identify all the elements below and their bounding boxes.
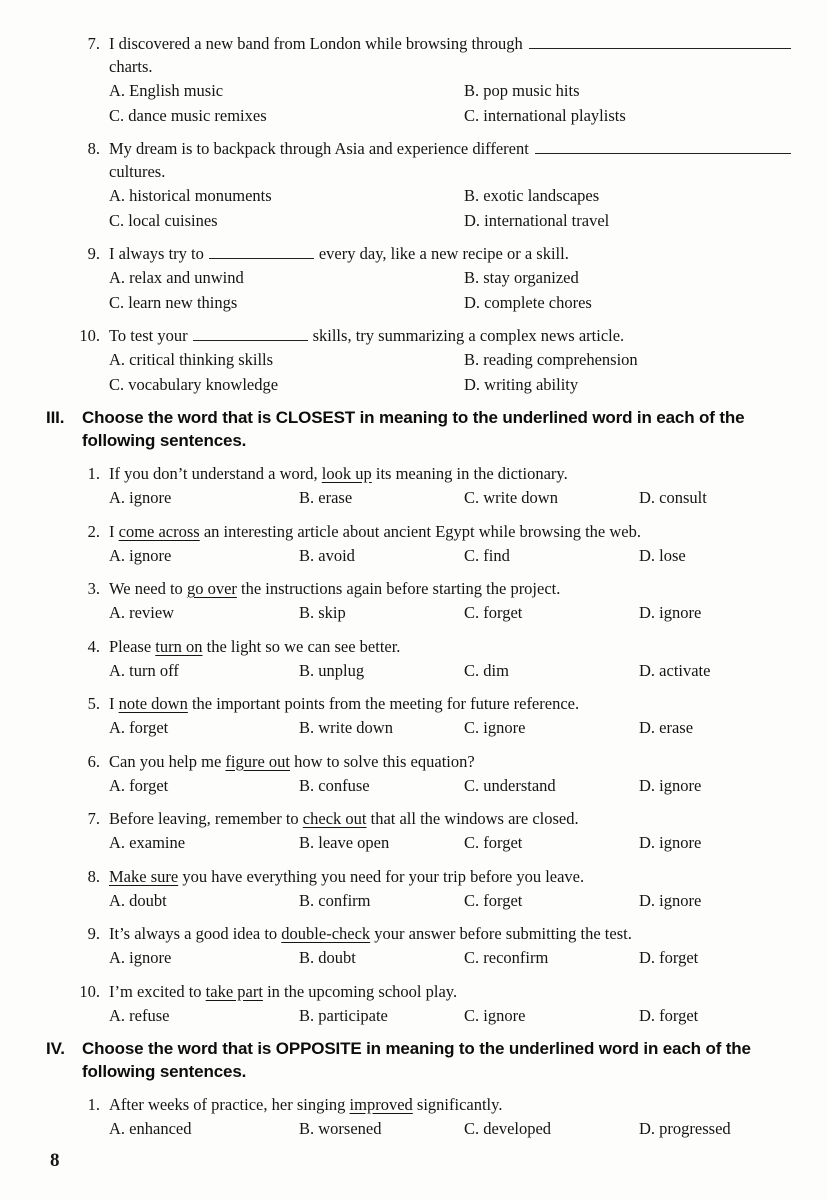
question-iii-9 [68,922,791,971]
question-sentence [109,865,791,888]
question-iii-4 [68,635,791,684]
question-number: 8. [87,139,100,158]
option-d: D. ignore [639,833,702,852]
answer-options [109,184,791,233]
option-a: A. doubt [109,890,167,910]
underlined-phrase: take part [205,981,263,1001]
question-body [109,922,791,971]
answer-options [109,659,791,684]
question-iii-3 [68,577,791,626]
sentence-text: To test your [109,326,188,345]
sentence-after: its meaning in the dictionary. [371,464,568,483]
question-iii-7 [68,807,791,856]
question-sentence [109,462,791,485]
option-b: B. avoid [299,545,355,565]
question-body [109,1093,791,1142]
option-b: B. participate [299,1005,388,1025]
sentence-before: Can you help me [109,751,226,771]
sentence-before: Please [109,636,156,656]
option-c: C. find [464,545,510,565]
question-sentence [109,520,791,543]
question-number: 2. [87,521,100,541]
option-a: A. forget [109,775,169,795]
sentence-before: After weeks of practice, her singing [109,1095,350,1114]
option-b: B. reading comprehension [464,350,638,369]
question-number: 1. [87,1095,100,1114]
option-b: B. pop music hits [464,81,580,100]
question-sentence [109,922,791,945]
sentence-after: your answer before submitting the test. [370,924,632,943]
option-c: C. vocabulary knowledge [109,374,279,394]
sentence-after: that all the windows are closed. [366,809,579,828]
question-body [109,865,791,914]
sentence-after: the important points from the meeting for future reference. [187,694,580,713]
answer-options [109,266,791,315]
underlined-phrase: look up [321,464,372,483]
question-iii-6 [68,750,791,799]
section-heading-iii [46,406,791,452]
underlined-phrase: figure out [225,751,291,771]
question-number: 3. [87,579,100,598]
question-number: 6. [87,751,100,771]
question-number: 10. [79,981,100,1001]
option-a: A. forget [109,718,169,737]
question-iii-8 [68,865,791,914]
option-a: A. ignore [109,545,172,565]
question-8 [68,137,791,233]
option-b: B. leave open [299,833,390,852]
option-c: C. local cuisines [109,210,218,230]
option-d: D. progressed [639,1119,731,1138]
sentence-before: I [109,694,119,713]
option-c: C. write down [464,488,558,507]
option-d: D. ignore [639,890,702,910]
sentence-before: If you don’t understand a word, [109,464,322,483]
option-c: C. developed [464,1119,552,1138]
answer-options [109,544,791,569]
question-body [109,980,791,1029]
question-sentence [109,324,791,347]
underlined-phrase: check out [302,809,367,828]
option-c: C. dance music remixes [109,105,267,125]
question-number: 8. [87,866,100,886]
sentence-after: the light so we can see better. [202,636,401,656]
question-sentence [109,32,791,55]
sentence-continuation: charts. [109,57,153,76]
question-iii-2 [68,520,791,569]
section-number: IV. [46,1039,65,1058]
option-d: D. writing ability [464,374,579,394]
option-b: B. erase [299,488,353,507]
option-c: C. forget [464,603,523,622]
question-sentence [109,1093,791,1116]
option-d: D. ignore [639,603,702,622]
option-d: D. erase [639,718,694,737]
question-body [109,692,791,741]
option-b: B. unplug [299,660,365,680]
option-d: D. ignore [639,775,702,795]
underlined-phrase: come across [118,521,200,541]
option-c: C. ignore [464,718,526,737]
question-sentence [109,137,791,160]
option-a: A. historical monuments [109,186,272,205]
option-b: B. confuse [299,775,370,795]
option-c: C. understand [464,775,556,795]
sentence-after: in the upcoming school play. [262,981,458,1001]
answer-options [109,601,791,626]
sentence-text: I discovered a new band from London while browsing through [109,34,523,53]
option-c: C. reconfirm [464,948,549,967]
question-iv-1 [68,1093,791,1142]
option-a: A. review [109,603,175,622]
sentence-after: an interesting article about ancient Egypt while browsing the web. [199,521,641,541]
answer-blank [535,140,791,154]
option-c: C. forget [464,833,523,852]
answer-options [109,716,791,741]
answer-options [109,1004,791,1029]
answer-options [109,79,791,128]
question-iii-10 [68,980,791,1029]
question-body [109,520,791,569]
option-c: C. learn new things [109,292,238,312]
option-b: B. worsened [299,1119,382,1138]
option-d: D. international travel [464,210,610,230]
option-a: A. examine [109,833,186,852]
question-number: 7. [87,809,100,828]
answer-blank [209,256,314,259]
option-c: C. ignore [464,1005,526,1025]
answer-options [109,774,791,799]
question-body [109,577,791,626]
question-body [109,807,791,856]
underlined-phrase: turn on [155,636,203,656]
underlined-phrase: go over [186,579,237,598]
section-heading-iv [46,1037,791,1083]
sentence-before: It’s always a good idea to [109,924,282,943]
option-a: A. ignore [109,948,172,967]
question-number: 9. [87,244,100,263]
question-body [109,324,791,397]
question-number: 10. [79,326,100,345]
question-sentence [109,980,791,1003]
option-a: A. turn off [109,660,179,680]
sentence-continuation: skills, try summarizing a complex news article. [312,326,625,345]
question-sentence [109,750,791,773]
answer-blank [193,338,308,341]
question-sentence [109,577,791,600]
section-title: Choose the word that is CLOSEST in meaning to the underlined word in each of the following sentences. [82,408,745,450]
question-body [109,635,791,684]
underlined-phrase: double-check [281,924,371,943]
option-b: B. write down [299,718,393,737]
option-c: C. forget [464,890,523,910]
answer-options [109,889,791,914]
underlined-phrase: improved [349,1095,413,1114]
sentence-before: Before leaving, remember to [109,809,303,828]
underlined-phrase: Make sure [109,866,179,886]
answer-options [109,1117,791,1142]
question-7 [68,32,791,128]
question-sentence [109,807,791,830]
question-sentence [109,692,791,715]
sentence-text: My dream is to backpack through Asia and experience different [109,139,529,158]
option-d: D. activate [639,660,711,680]
question-body [109,32,791,128]
page-number: 8 [50,1150,60,1171]
option-a: A. ignore [109,488,172,507]
option-b: B. skip [299,603,346,622]
sentence-after: you have everything you need for your trip before you leave. [178,866,585,886]
option-d: D. forget [639,1005,699,1025]
section-number: III. [46,408,65,427]
option-d: D. forget [639,948,699,967]
question-iii-5 [68,692,791,741]
question-9 [68,242,791,315]
option-a: A. relax and unwind [109,268,244,287]
question-number: 4. [87,636,100,656]
sentence-before: We need to [109,579,187,598]
option-a: A. English music [109,81,224,100]
option-b: B. exotic landscapes [464,186,600,205]
sentence-before: I’m excited to [109,981,206,1001]
question-10 [68,324,791,397]
question-number: 1. [87,464,100,483]
answer-options [109,486,791,511]
option-a: A. enhanced [109,1119,192,1138]
question-number: 7. [87,34,100,53]
question-number: 5. [87,694,100,713]
option-b: B. stay organized [464,268,579,287]
sentence-after: significantly. [412,1095,503,1114]
question-iii-1 [68,462,791,511]
option-b: B. confirm [299,890,371,910]
sentence-after: the instructions again before starting the project. [236,579,561,598]
question-body [109,750,791,799]
underlined-phrase: note down [118,694,188,713]
sentence-text: I always try to [109,244,204,263]
sentence-after: how to solve this equation? [290,751,475,771]
sentence-continuation: cultures. [109,162,166,181]
answer-options [109,831,791,856]
option-a: A. critical thinking skills [109,350,274,369]
option-d: D. consult [639,488,707,507]
question-number: 9. [87,924,100,943]
question-body [109,242,791,315]
option-b: B. doubt [299,948,356,967]
question-sentence [109,635,791,658]
answer-blank [529,35,791,49]
question-body [109,462,791,511]
option-d: D. complete chores [464,292,592,312]
option-c: C. dim [464,660,509,680]
sentence-before: I [109,521,119,541]
option-d: C. international playlists [464,105,626,125]
option-a: A. refuse [109,1005,170,1025]
option-d: D. lose [639,545,686,565]
answer-options [109,348,791,397]
question-body [109,137,791,233]
section-title: Choose the word that is OPPOSITE in meaning to the underlined word in each of the following sentences. [82,1039,751,1081]
sentence-continuation: every day, like a new recipe or a skill. [318,244,569,263]
answer-options [109,946,791,971]
question-sentence [109,242,791,265]
